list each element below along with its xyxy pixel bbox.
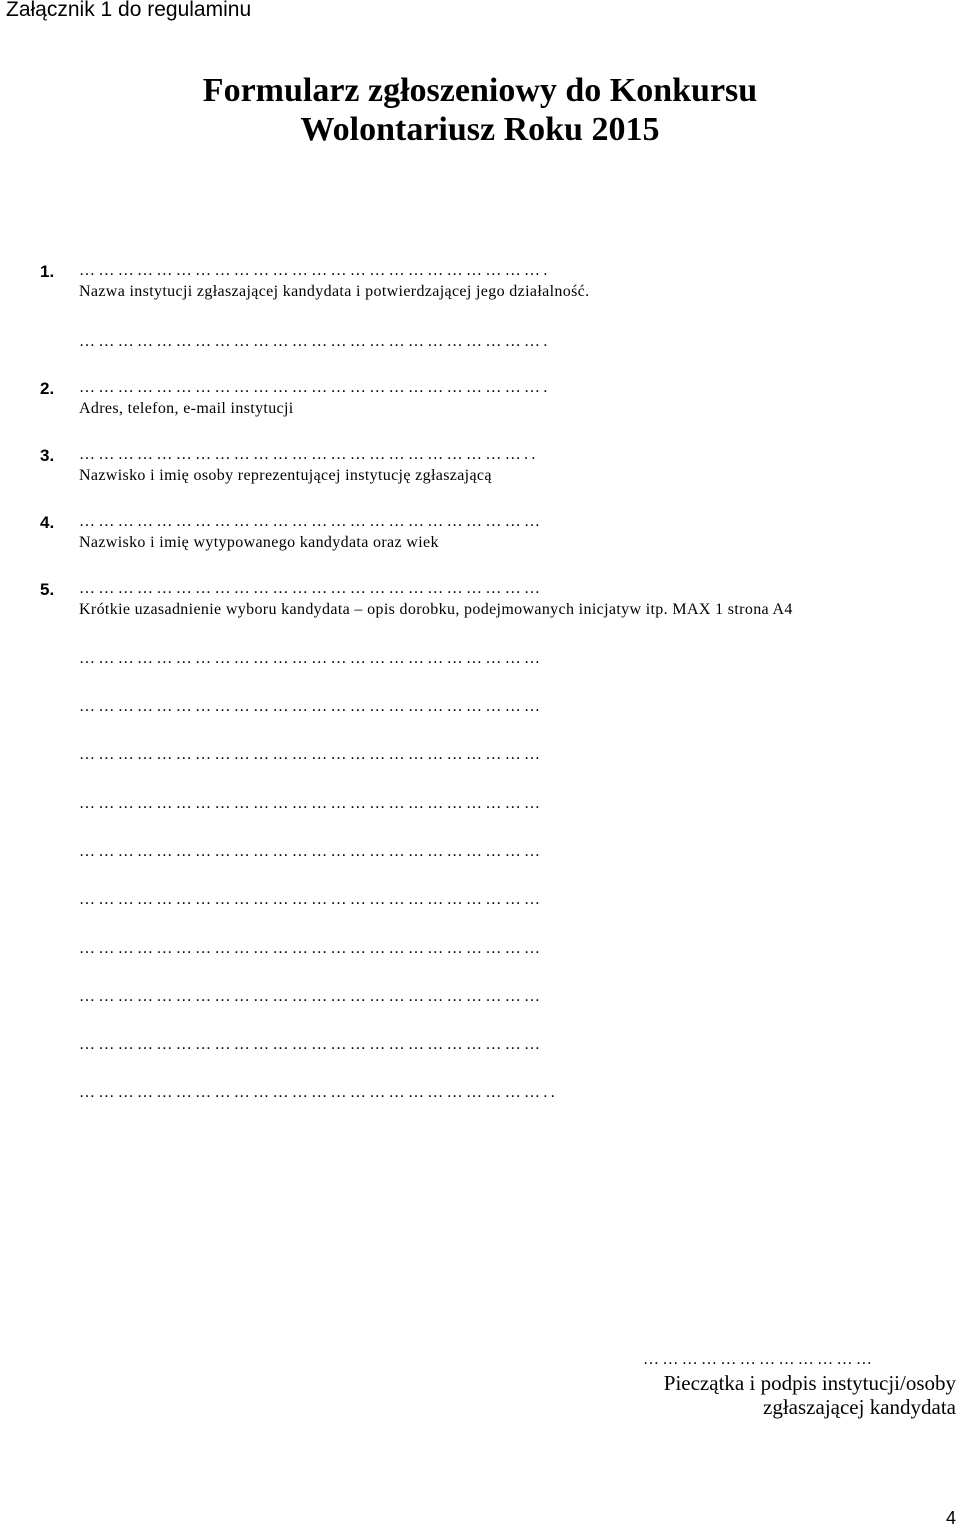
justification-line[interactable]: ……………………………………………………………… — [79, 650, 544, 667]
field-2-label: Adres, telefon, e-mail instytucji — [79, 400, 294, 417]
form-title-line1: Formularz zgłoszeniowy do Konkursu — [202, 72, 758, 109]
field-5-number: 5. — [40, 580, 55, 599]
field-2-number: 2. — [40, 379, 55, 398]
field-4-number: 4. — [40, 513, 55, 532]
form-title-line2: Wolontariusz Roku 2015 — [300, 111, 660, 148]
justification-line[interactable]: ……………………………………………………………… — [79, 988, 544, 1005]
justification-line[interactable]: ……………………………………………………………… — [79, 698, 544, 715]
justification-line[interactable]: ……………………………………………………………… — [79, 940, 544, 957]
signature-caption-line1: Pieczątka i podpis instytucji/osoby — [663, 1371, 956, 1395]
page-number: 4 — [945, 1508, 956, 1528]
field-4-label: Nazwisko i imię wytypowanego kandydata oraz wiek — [79, 534, 439, 551]
justification-line[interactable]: ……………………………………………………………… — [79, 843, 544, 860]
field-3-label: Nazwisko i imię osoby reprezentującej instytucję zgłaszającą — [79, 467, 492, 484]
justification-line[interactable]: ……………………………………………………………… — [79, 1036, 544, 1053]
justification-line[interactable]: ……………………………………………………………… — [79, 891, 544, 908]
field-1-dotted-line[interactable]: ………………………………………………………………. — [79, 262, 551, 279]
field-1-number: 1. — [40, 262, 55, 281]
signature-dotted-line[interactable]: ……………………………… — [643, 1351, 876, 1368]
field-5-label: Krótkie uzasadnienie wyboru kandydata – opis dorobku, podejmowanych inicjatyw itp. MAX 1 strona A4 — [79, 601, 793, 618]
justification-line[interactable]: ……………………………………………………………….. — [79, 1084, 559, 1101]
field-3-number: 3. — [40, 446, 55, 465]
signature-caption-line2: zgłaszającej kandydata — [763, 1395, 956, 1419]
field-3-dotted-line[interactable]: …………………………………………………………….. — [79, 446, 539, 463]
justification-line[interactable]: ……………………………………………………………… — [79, 795, 544, 812]
justification-line[interactable]: ……………………………………………………………… — [79, 746, 544, 763]
field-2-dotted-line[interactable]: ………………………………………………………………. — [79, 379, 551, 396]
field-1-extra-dotted-line[interactable]: ………………………………………………………………. — [79, 333, 551, 350]
field-5-dotted-line[interactable]: ……………………………………………………………… — [79, 580, 544, 597]
field-1-label: Nazwa instytucji zgłaszającej kandydata i potwierdzającej jego działalność. — [79, 283, 590, 300]
field-4-dotted-line[interactable]: ……………………………………………………………… — [79, 513, 544, 530]
annex-label: Załącznik 1 do regulaminu — [6, 0, 252, 21]
